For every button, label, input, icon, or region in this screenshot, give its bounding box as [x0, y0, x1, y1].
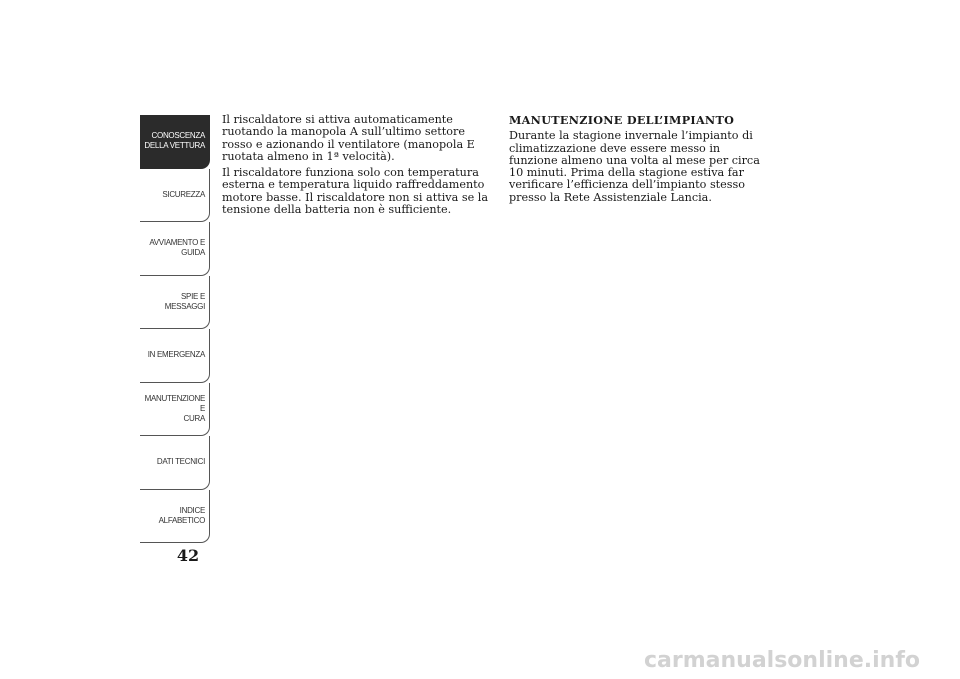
- section-heading: MANUTENZIONE DELL’IMPIANTO: [509, 113, 735, 127]
- tab-avviamento-e-guida[interactable]: AVVIAMENTO E GUIDA: [140, 222, 210, 276]
- chapter-sidebar: [140, 115, 210, 543]
- tab-dati-tecnici[interactable]: DATI TECNICI: [140, 436, 210, 490]
- right-column: [509, 114, 769, 208]
- paragraph: Durante la stagione invernale l’impianto di climatizzazione deve essere messo in funzione almeno una volta al mese per circa 10 minuti. Prima della stagione estiva far verificare l’efficienza dell’impianto stesso presso la Rete Assistenziale Lancia.: [509, 129, 760, 204]
- watermark: carmanualsonline.info: [644, 648, 920, 673]
- tab-manutenzione-e-cura[interactable]: MANUTENZIONE E CURA: [140, 383, 210, 437]
- page-number: 42: [176, 546, 200, 565]
- tab-conoscenza-della-vettura[interactable]: CONOSCENZA DELLA VETTURA: [140, 115, 210, 169]
- paragraph: Il riscaldatore si attiva automaticamente ruotando la manopola A sull’ultimo settore rosso e azionando il ventilatore (manopola E ruotata almeno in 1ª velocità).: [222, 113, 475, 163]
- tab-in-emergenza[interactable]: IN EMERGENZA: [140, 329, 210, 383]
- tab-indice-alfabetico[interactable]: INDICE ALFABETICO: [140, 490, 210, 544]
- tab-sicurezza[interactable]: SICUREZZA: [140, 169, 210, 223]
- tab-spie-e-messaggi[interactable]: SPIE E MESSAGGI: [140, 276, 210, 330]
- left-column: [222, 114, 494, 220]
- paragraph: Il riscaldatore funziona solo con temperatura esterna e temperatura liquido raffreddamento motore basse. Il riscaldatore non si attiva se la tensione della batteria non è sufficiente.: [222, 166, 488, 217]
